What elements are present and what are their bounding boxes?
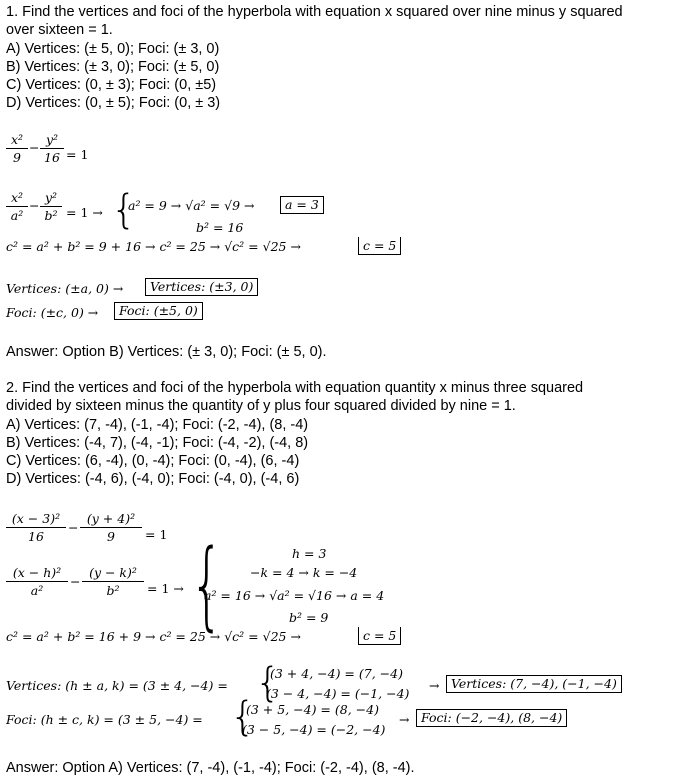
q1-eq2-minus: − [29,198,40,213]
q2-b-line: b² = 9 [289,610,329,625]
q2-eq1-rhs: = 1 [145,527,168,542]
q1-vertices-result: Vertices: (±3, 0) [145,278,258,296]
q2-eq1-frac2: $\frac{\text{(y + 4)²}}{9}$ [80,512,142,544]
q2-vertices-lhs: Vertices: (h ± a, k) = (3 ± 4, −4) = [6,678,228,693]
q2-foci-brace: { [230,694,256,740]
q1-question-line2: over sixteen = 1. [6,22,113,38]
q2-a-line: a² = 16 → √a² = √16 → a = 4 [204,588,385,603]
q1-question-line1: 1. Find the vertices and foci of the hyperbola with equation x squared over nine minus y squared [6,4,623,20]
q2-vertices-case1: (3 + 4, −4) = (7, −4) [270,666,403,681]
q2-foci-result: Foci: (−2, −4), (8, −4) [416,709,567,727]
q2-vertices-result: Vertices: (7, −4), (−1, −4) [446,675,622,693]
q1-foci-result: Foci: (±5, 0) [114,302,203,320]
q2-option-b: B) Vertices: (-4, 7), (-4, -1); Foci: (-4, -2), (-4, 8) [6,435,309,451]
q1-c-result: c = 5 [358,237,401,255]
q2-eq1-minus: − [68,520,79,535]
q2-eq2-frac2: $\frac{\text{(y − k)²}}{\text{b²}}$ [82,566,144,598]
q1-eq2-arrow: = 1 → [66,205,103,220]
q1-eq2-frac2: $\frac{\text{y²}}{\text{b²}}$ [40,191,62,223]
q2-question-line2: divided by sixteen minus the quantity of y plus four squared divided by nine = 1. [6,398,516,414]
q2-vertices-case2: (3 − 4, −4) = (−1, −4) [266,686,410,701]
q1-eq1-frac1: $\frac{\text{x²}}{9}$ [6,133,28,165]
q1-option-d: D) Vertices: (0, ± 5); Foci: (0, ± 3) [6,95,221,111]
q2-eq2-minus: − [70,574,81,589]
q2-answer: Answer: Option A) Vertices: (7, -4), (-1, -4); Foci: (-2, -4), (8, -4). [6,760,415,776]
q2-eq2-arrow: = 1 → [147,581,184,596]
q2-eq2-frac1: $\frac{\text{(x − h)²}}{\text{a²}}$ [6,566,68,598]
q2-option-c: C) Vertices: (6, -4), (0, -4); Foci: (0, -4), (6, -4) [6,453,300,469]
q2-k-line: −k = 4 → k = −4 [250,565,358,580]
q1-eq1-minus: − [29,140,40,155]
q1-eq2-frac1: $\frac{\text{x²}}{\text{a²}}$ [6,191,28,223]
q1-eq1-rhs: = 1 [66,147,89,162]
q1-a-line: a² = 9 → √a² = √9 → [128,198,255,213]
q1-option-c: C) Vertices: (0, ± 3); Foci: (0, ±5) [6,77,217,93]
q2-h-line: h = 3 [292,546,327,561]
q2-eq1-frac1: $\frac{\text{(x − 3)²}}{16}$ [6,512,66,544]
q2-foci-lhs: Foci: (h ± c, k) = (3 ± 5, −4) = [6,712,203,727]
q1-answer: Answer: Option B) Vertices: (± 3, 0); Foci: (± 5, 0). [6,344,327,360]
q2-c-result: c = 5 [358,627,401,645]
q2-option-a: A) Vertices: (7, -4), (-1, -4); Foci: (-2, -4), (8, -4) [6,417,309,433]
q2-question-line1: 2. Find the vertices and foci of the hyperbola with equation quantity x minus three squared [6,380,584,396]
q1-option-a: A) Vertices: (± 5, 0); Foci: (± 3, 0) [6,41,220,57]
q1-b-line: b² = 16 [196,220,244,235]
q2-vertices-arrow: → [429,678,440,693]
q1-foci-line: Foci: (±c, 0) → [6,305,99,320]
q1-vertices-line: Vertices: (±a, 0) → [6,281,124,296]
q2-foci-case2: (3 − 5, −4) = (−2, −4) [242,722,386,737]
q1-option-b: B) Vertices: (± 3, 0); Foci: (± 5, 0) [6,59,220,75]
q2-vertices-brace: { [255,660,281,706]
q2-brace: { [190,529,224,641]
q2-c-line: c² = a² + b² = 16 + 9 → c² = 25 → √c² = √25 → [6,629,301,644]
q1-c-line: c² = a² + b² = 9 + 16 → c² = 25 → √c² = √25 → [6,239,301,254]
q2-foci-case1: (3 + 5, −4) = (8, −4) [246,702,379,717]
q1-a-result: a = 3 [280,196,324,214]
q2-foci-arrow: → [399,712,410,727]
q1-eq1-frac2: $\frac{\text{y²}}{16}$ [40,133,64,165]
q2-option-d: D) Vertices: (-4, 6), (-4, 0); Foci: (-4, 0), (-4, 6) [6,471,300,487]
q1-brace: { [111,187,137,233]
